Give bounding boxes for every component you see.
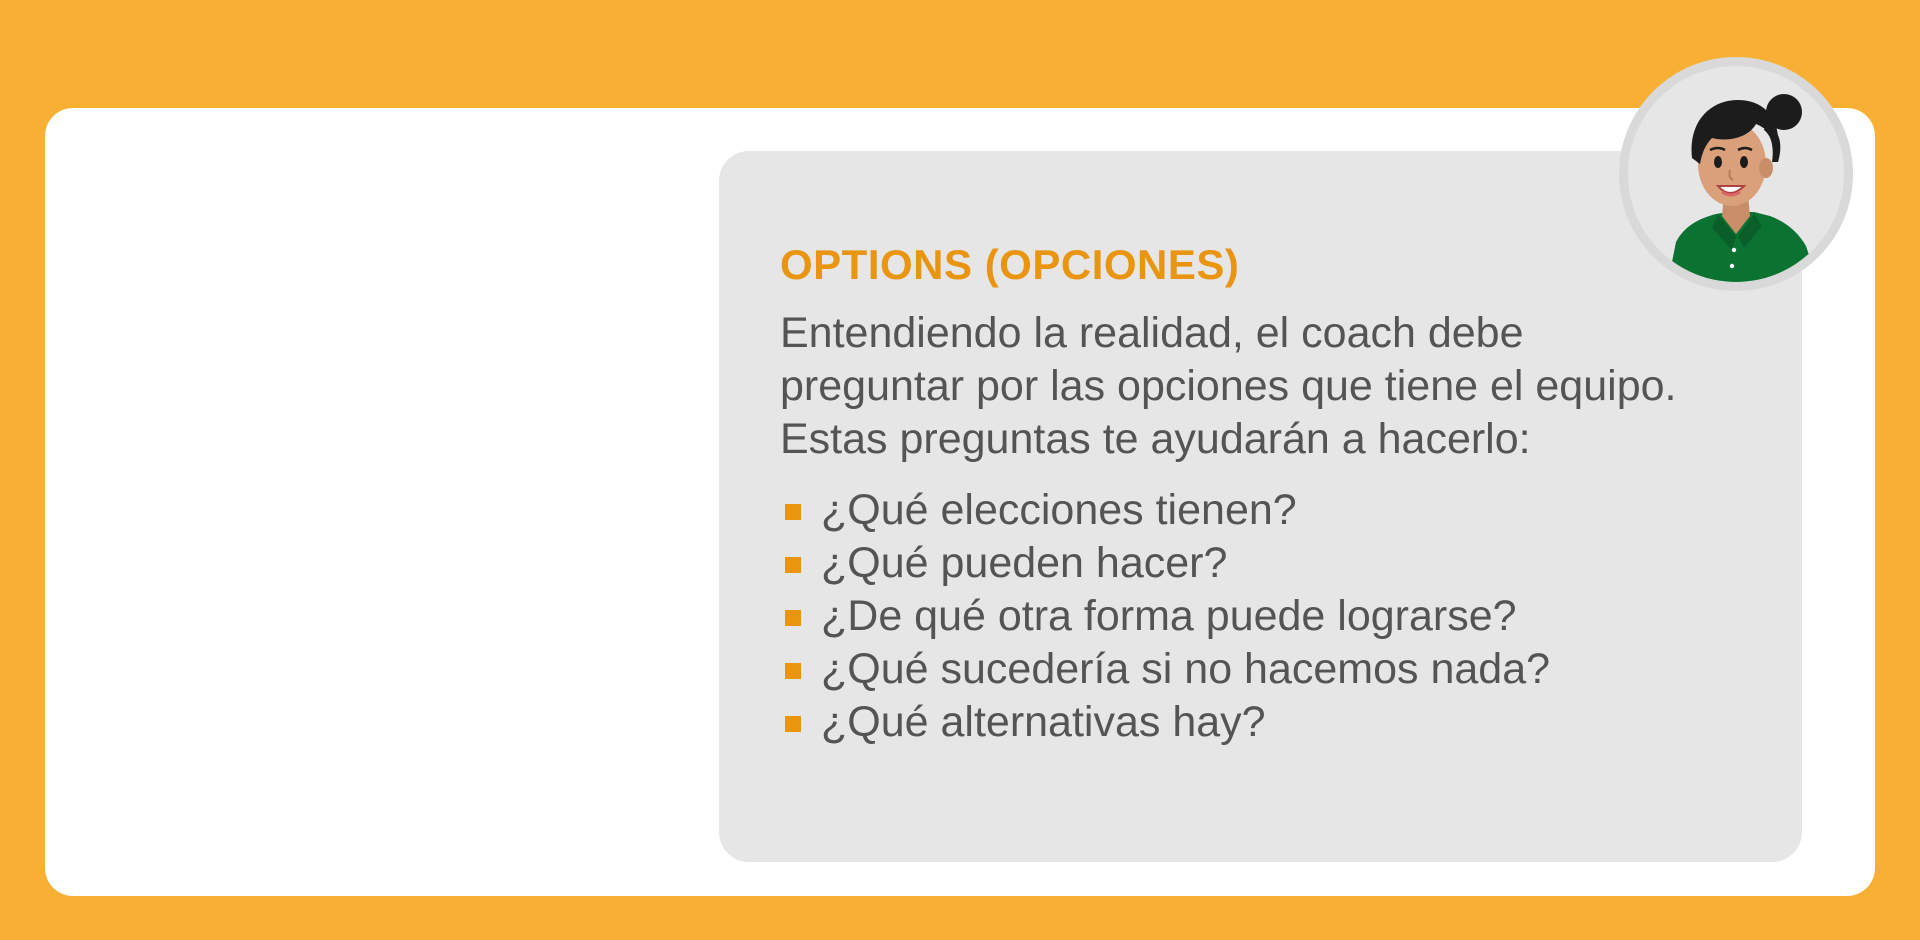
square-bullet-icon xyxy=(785,504,801,520)
panel-intro-text: Entendiendo la realidad, el coach debe preguntar por las opciones que tiene el equipo. Estas preguntas te ayudarán a hacerlo: xyxy=(780,309,1677,463)
square-bullet-icon xyxy=(785,557,801,573)
list-item xyxy=(780,590,1742,643)
options-info-panel xyxy=(719,151,1802,862)
square-bullet-icon xyxy=(785,663,801,679)
square-bullet-icon xyxy=(785,716,801,732)
list-item xyxy=(780,537,1742,590)
avatar-circle xyxy=(1628,66,1844,282)
coach-woman-avatar-icon xyxy=(1628,66,1844,282)
list-item xyxy=(780,696,1742,749)
question-text: ¿Qué elecciones tienen? xyxy=(821,486,1297,534)
question-text: ¿Qué pueden hacer? xyxy=(821,539,1228,587)
question-list xyxy=(780,484,1742,749)
panel-title: OPTIONS (OPCIONES) xyxy=(780,241,1240,288)
question-text: ¿De qué otra forma puede lograrse? xyxy=(821,592,1517,640)
square-bullet-icon xyxy=(785,610,801,626)
list-item xyxy=(780,643,1742,696)
list-item xyxy=(780,484,1742,537)
question-text: ¿Qué alternativas hay? xyxy=(821,698,1266,746)
question-text: ¿Qué sucedería si no hacemos nada? xyxy=(821,645,1551,693)
coach-avatar xyxy=(1619,57,1853,291)
